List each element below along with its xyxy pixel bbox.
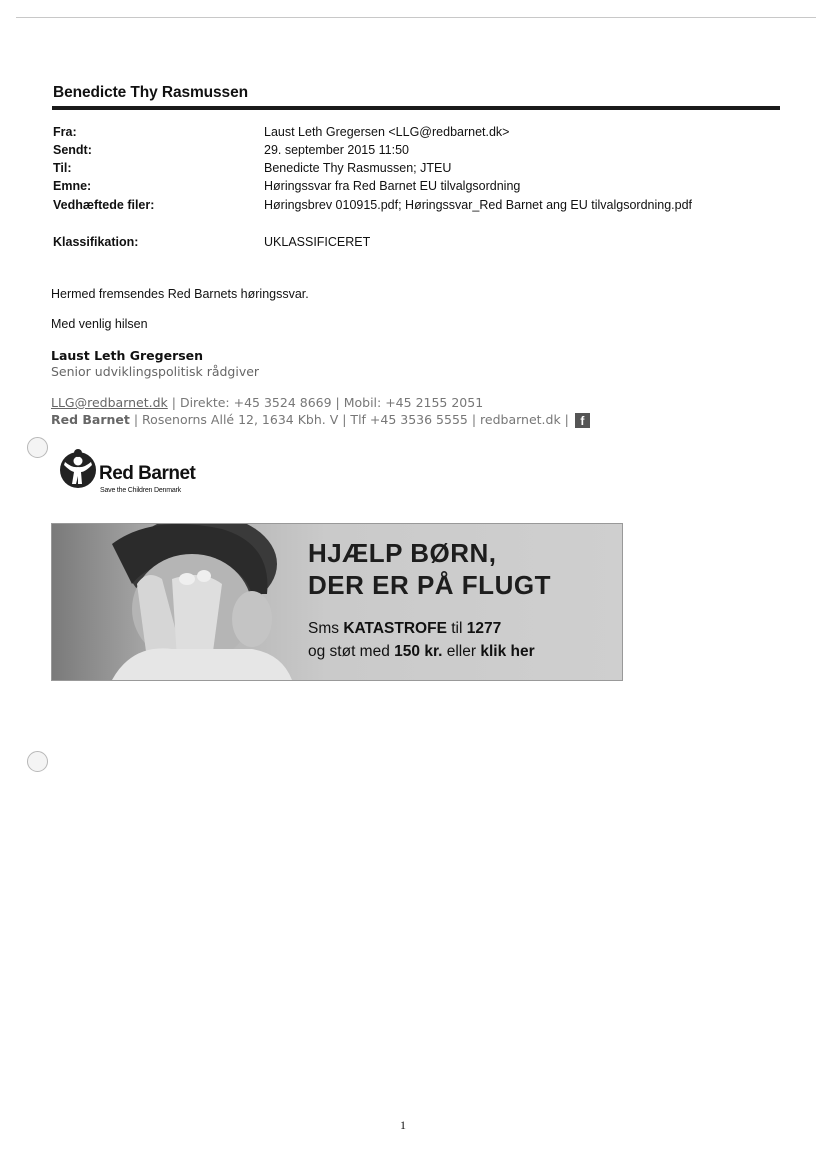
to-label: Til: bbox=[53, 161, 72, 175]
classification-label: Klassifikation: bbox=[53, 235, 139, 249]
logo-tagline: Save the Children Denmark bbox=[100, 487, 181, 494]
email-owner-name: Benedicte Thy Rasmussen bbox=[53, 84, 248, 101]
banner-text: Sms bbox=[308, 620, 344, 637]
signature-phone-info: | Direkte: +45 3524 8669 | Mobil: +45 2155 2051 bbox=[167, 395, 484, 410]
red-barnet-logo bbox=[58, 448, 228, 498]
sent-value: 29. september 2015 11:50 bbox=[264, 143, 410, 157]
attachments-value: Høringsbrev 010915.pdf; Høringssvar_Red Barnet ang EU tilvalgsordning.pdf bbox=[264, 198, 693, 212]
banner-donate-line bbox=[308, 643, 535, 661]
signature-address-line bbox=[51, 412, 590, 428]
crying-child-illustration bbox=[52, 524, 312, 680]
header-rule bbox=[52, 106, 780, 110]
email-body-line: Hermed fremsendes Red Barnets høringssvar. bbox=[51, 287, 309, 301]
banner-text: og støt med bbox=[308, 643, 395, 660]
child-emblem-icon bbox=[58, 448, 98, 490]
to-value: Benedicte Thy Rasmussen; JTEU bbox=[264, 161, 452, 175]
banner-amount: 150 kr. bbox=[394, 643, 443, 660]
facebook-icon[interactable]: f bbox=[575, 413, 590, 428]
banner-keyword: KATASTROFE bbox=[343, 620, 447, 637]
signature-address: | Rosenorns Allé 12, 1634 Kbh. V | Tlf +45 3536 5555 | redbarnet.dk | bbox=[129, 412, 573, 427]
donation-banner[interactable] bbox=[51, 523, 623, 681]
sent-label: Sendt: bbox=[53, 143, 92, 157]
signature-name: Laust Leth Gregersen bbox=[51, 348, 204, 363]
banner-headline-1: HJÆLP BØRN, bbox=[308, 538, 497, 568]
signature-contact-line bbox=[51, 395, 483, 410]
banner-headline-2: DER ER PÅ FLUGT bbox=[308, 570, 551, 600]
from-label: Fra: bbox=[53, 125, 77, 139]
signature-title: Senior udviklingspolitisk rådgiver bbox=[51, 364, 260, 379]
banner-click-here-link[interactable]: klik her bbox=[480, 643, 535, 660]
subject-label: Emne: bbox=[53, 179, 92, 193]
logo-name: Red Barnet bbox=[99, 463, 196, 484]
subject-value: Høringssvar fra Red Barnet EU tilvalgsordning bbox=[264, 179, 521, 193]
banner-sms-line bbox=[308, 620, 501, 638]
punch-hole-bottom bbox=[27, 751, 48, 772]
page-number: 1 bbox=[400, 1118, 406, 1132]
banner-sms-number: 1277 bbox=[466, 620, 502, 637]
classification-value: UKLASSIFICERET bbox=[264, 235, 371, 249]
email-greeting: Med venlig hilsen bbox=[51, 317, 148, 331]
punch-hole-top bbox=[27, 437, 48, 458]
signature-email-link[interactable]: LLG@redbarnet.dk bbox=[51, 395, 168, 410]
banner-text: til bbox=[446, 620, 467, 637]
page-top-rule bbox=[16, 17, 816, 18]
signature-org: Red Barnet bbox=[51, 412, 130, 427]
attachments-label: Vedhæftede filer: bbox=[53, 198, 155, 212]
from-value: Laust Leth Gregersen <LLG@redbarnet.dk> bbox=[264, 125, 510, 139]
banner-text: eller bbox=[442, 643, 481, 660]
